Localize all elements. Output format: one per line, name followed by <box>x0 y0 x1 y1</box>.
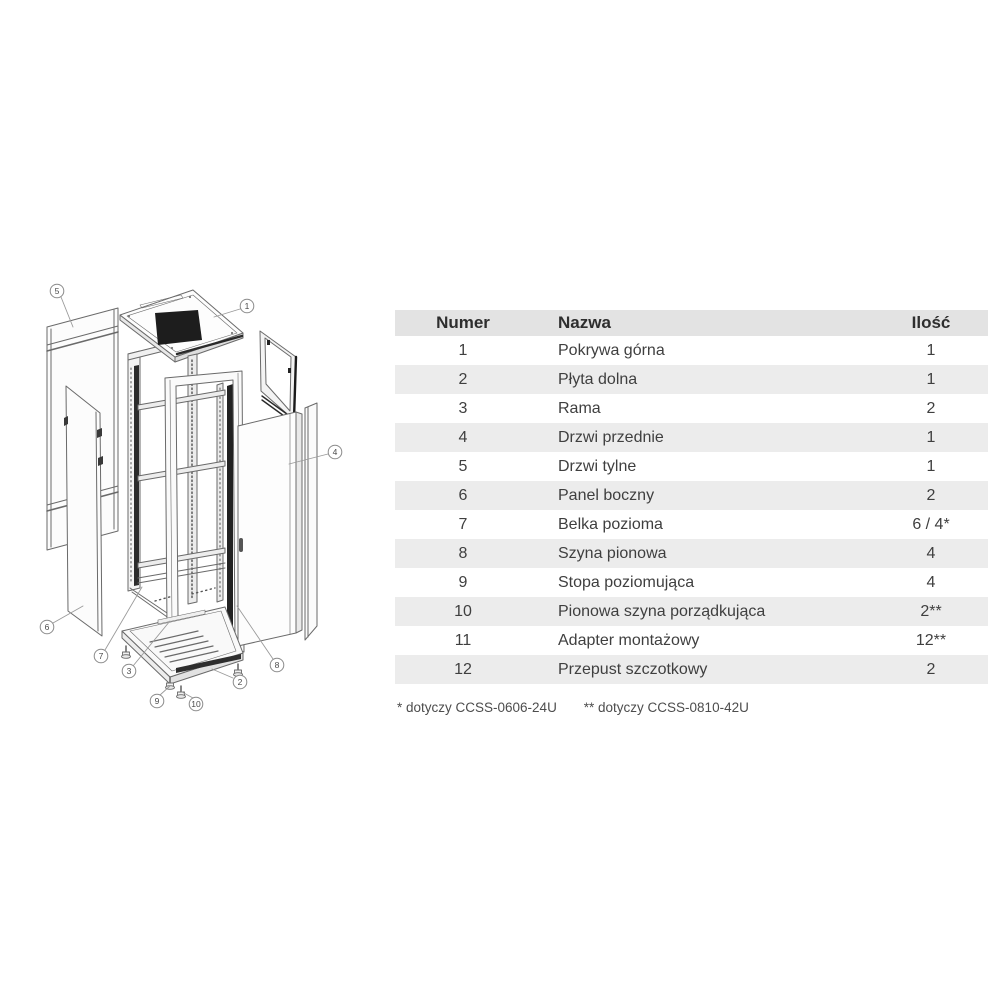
cell-ilosc: 4 <box>926 545 936 562</box>
cell-numer: 11 <box>454 632 472 649</box>
right-rear-panel <box>305 403 317 640</box>
table-row <box>395 597 988 626</box>
svg-text:4: 4 <box>332 447 338 458</box>
parts-table <box>395 310 988 684</box>
cell-ilosc: 2 <box>926 661 936 678</box>
cell-nazwa: Belka pozioma <box>558 516 663 533</box>
footnote-asterisk: * dotyczy CCSS-0606-24U <box>397 700 557 715</box>
table-row <box>395 539 988 568</box>
cell-numer: 6 <box>458 487 468 504</box>
cell-numer: 9 <box>458 574 468 591</box>
exploded-diagram <box>30 268 375 728</box>
table-row <box>395 510 988 539</box>
cell-numer: 4 <box>458 429 468 446</box>
cell-numer: 7 <box>458 516 468 533</box>
cell-numer: 5 <box>458 458 468 475</box>
footnote-double-asterisk: ** dotyczy CCSS-0810-42U <box>583 700 749 715</box>
cell-ilosc: 2 <box>926 487 936 504</box>
callout-8 <box>270 658 284 672</box>
door-top-frame <box>260 331 296 421</box>
table-row <box>395 452 988 481</box>
callout-1 <box>240 299 254 313</box>
cell-ilosc: 1 <box>926 371 936 388</box>
vent-mesh <box>155 310 202 345</box>
callout-9 <box>150 694 164 708</box>
cell-ilosc: 1 <box>926 458 936 475</box>
table-row <box>395 394 988 423</box>
cell-ilosc: 4 <box>926 574 936 591</box>
table-row <box>395 423 988 452</box>
svg-text:3: 3 <box>126 666 132 677</box>
cell-nazwa: Pionowa szyna porządkująca <box>558 603 766 620</box>
cell-nazwa: Pokrywa górna <box>558 342 665 359</box>
callout-3 <box>122 664 136 678</box>
footnotes <box>397 700 963 715</box>
table-row <box>395 365 988 394</box>
cell-nazwa: Szyna pionowa <box>558 545 667 562</box>
cell-numer: 2 <box>458 371 468 388</box>
svg-text:10: 10 <box>191 699 201 710</box>
cell-nazwa: Drzwi tylne <box>558 458 637 475</box>
svg-text:9: 9 <box>154 696 160 707</box>
cell-nazwa: Panel boczny <box>558 487 655 504</box>
cell-nazwa: Drzwi przednie <box>558 429 664 446</box>
cell-numer: 8 <box>458 545 468 562</box>
table-row <box>395 336 988 365</box>
svg-text:7: 7 <box>98 651 104 662</box>
door-handle <box>239 538 243 552</box>
cell-numer: 12 <box>454 661 472 678</box>
cell-ilosc: 1 <box>926 429 936 446</box>
col-header-numer: Numer <box>395 310 531 336</box>
table-row <box>395 626 988 655</box>
table-header-row <box>395 310 988 336</box>
bottom-plate <box>122 607 243 684</box>
callout-6 <box>40 620 54 634</box>
col-header-ilosc: Ilość <box>874 310 988 336</box>
table-row <box>395 568 988 597</box>
svg-text:1: 1 <box>244 301 250 312</box>
cell-numer: 10 <box>454 603 472 620</box>
svg-text:5: 5 <box>54 286 60 297</box>
callout-10 <box>189 697 203 711</box>
cell-ilosc: 6 / 4* <box>912 516 950 533</box>
cell-nazwa: Przepust szczotkowy <box>558 661 708 678</box>
cell-ilosc: 2** <box>920 603 942 620</box>
cell-numer: 1 <box>458 342 468 359</box>
cell-ilosc: 12** <box>915 632 947 649</box>
cell-nazwa: Płyta dolna <box>558 371 638 388</box>
horizontal-beams <box>138 390 225 583</box>
svg-text:2: 2 <box>237 677 243 688</box>
table-row <box>395 655 988 684</box>
cell-ilosc: 2 <box>926 400 936 417</box>
cell-nazwa: Adapter montażowy <box>558 632 700 649</box>
front-door <box>238 412 302 646</box>
cell-nazwa: Stopa poziomująca <box>558 574 695 591</box>
callout-4 <box>328 445 342 459</box>
table-row <box>395 481 988 510</box>
callout-7 <box>94 649 108 663</box>
svg-text:8: 8 <box>274 660 280 671</box>
cell-nazwa: Rama <box>558 400 601 417</box>
cell-numer: 3 <box>458 400 468 417</box>
side-panel <box>64 386 103 636</box>
col-header-nazwa: Nazwa <box>531 310 874 336</box>
callout-5 <box>50 284 64 298</box>
svg-text:6: 6 <box>44 622 50 633</box>
callout-2 <box>233 675 247 689</box>
cell-ilosc: 1 <box>926 342 936 359</box>
